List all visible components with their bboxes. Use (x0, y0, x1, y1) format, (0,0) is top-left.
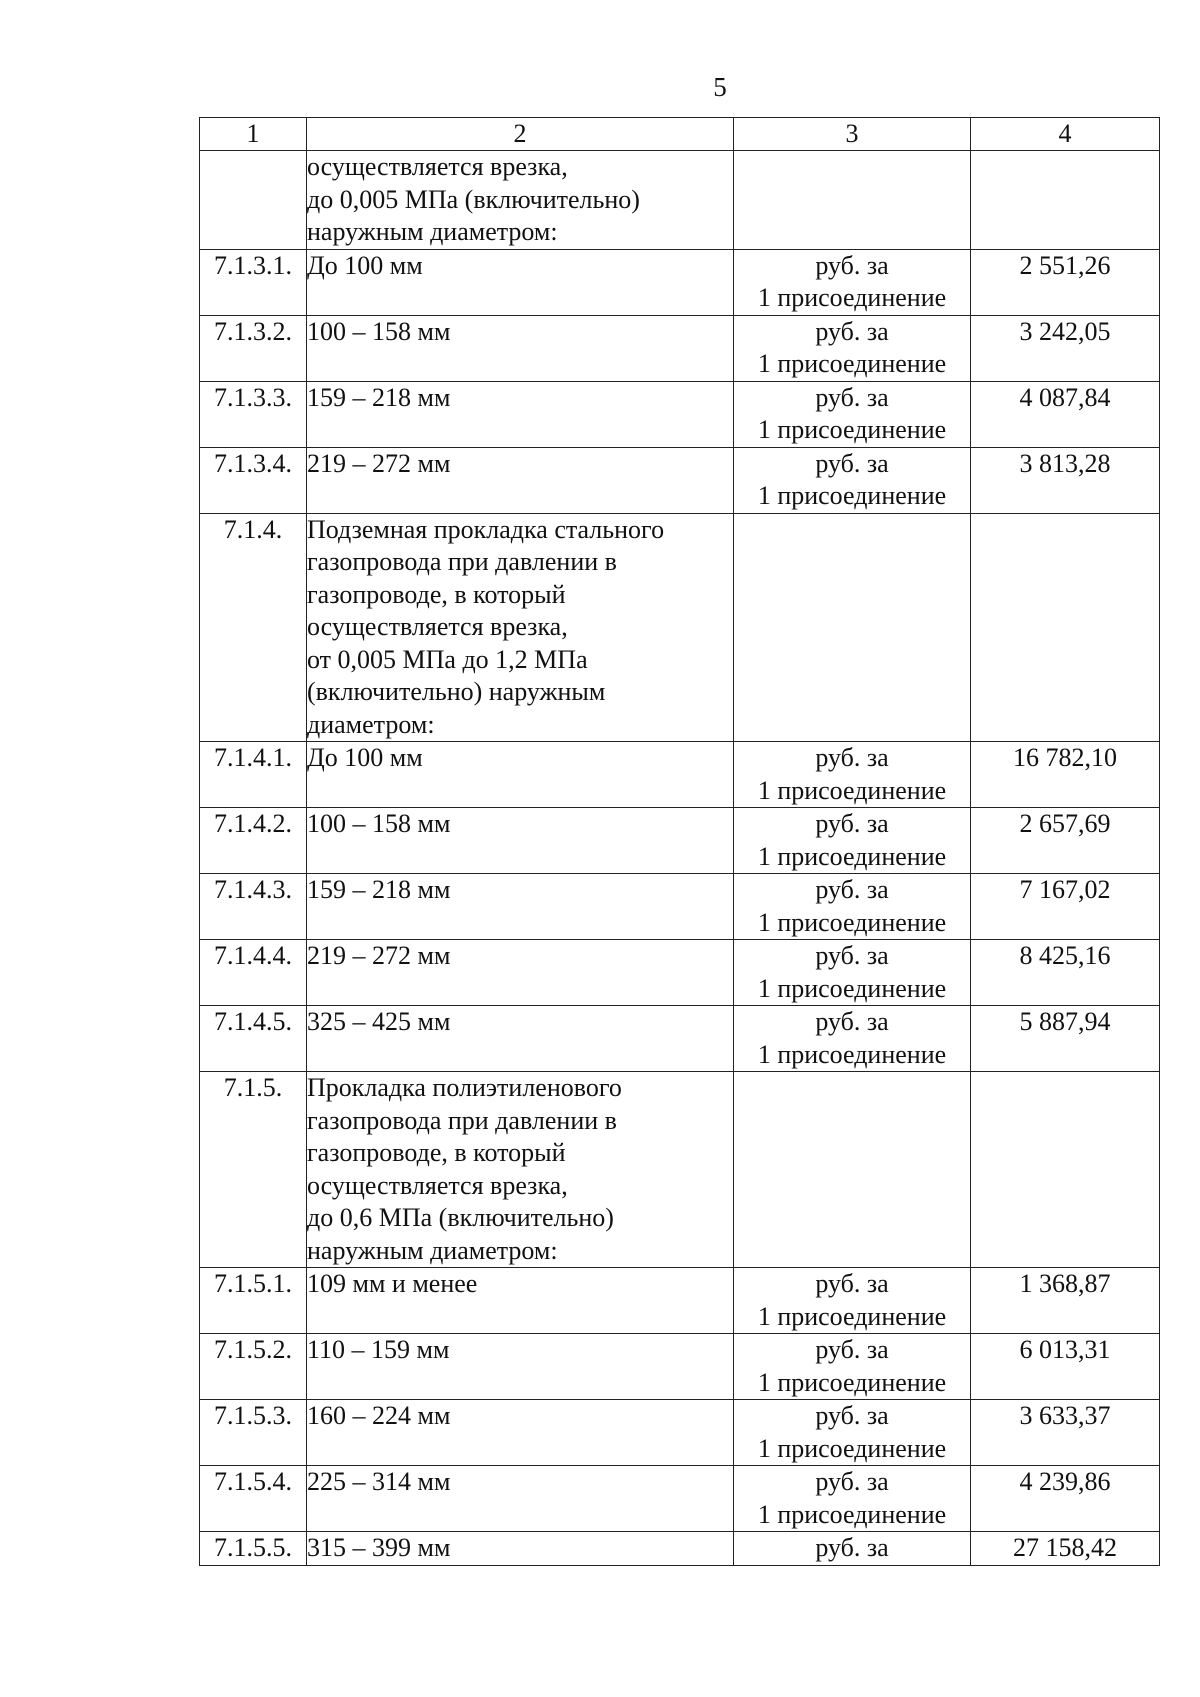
row-description: 219 – 272 мм (307, 447, 734, 513)
row-description: 110 – 159 мм (307, 1334, 734, 1400)
table-row (200, 1466, 1160, 1532)
unit-line-2: 1 присоединение (757, 973, 947, 1003)
row-number-cell (200, 151, 307, 250)
row-number: 7.1.4.3. (200, 874, 307, 940)
row-description: Прокладка полиэтиленового газопровода при давлении в газопроводе, в который осуществляется врезка, до 0,6 МПа (включительно) наружным диаметром: (307, 1072, 734, 1268)
row-number: 7.1.5.5. (200, 1532, 307, 1566)
unit-line-2: 1 присоединение (757, 1367, 947, 1397)
row-price: 7 167,02 (971, 874, 1160, 940)
row-description: 225 – 314 мм (307, 1466, 734, 1532)
row-unit (734, 381, 971, 447)
unit-line-1: руб. за (815, 250, 889, 280)
row-unit (734, 1466, 971, 1532)
row-number: 7.1.3.3. (200, 381, 307, 447)
unit-line-1: руб. за (815, 1533, 889, 1562)
table-row (200, 808, 1160, 874)
row-price: 4 239,86 (971, 1466, 1160, 1532)
unit-line-1: руб. за (815, 448, 889, 478)
unit-line-1: руб. за (815, 941, 889, 970)
row-unit (734, 249, 971, 315)
row-description: 325 – 425 мм (307, 1006, 734, 1072)
row-price (971, 513, 1160, 742)
row-price: 1 368,87 (971, 1268, 1160, 1334)
unit-line-2: 1 присоединение (757, 907, 947, 937)
table-row (200, 1400, 1160, 1466)
row-unit (734, 1400, 971, 1466)
table-row (200, 447, 1160, 513)
column-header-3: 3 (734, 118, 971, 151)
row-number: 7.1.4.1. (200, 742, 307, 808)
row-price: 2 657,69 (971, 808, 1160, 874)
table-row (200, 742, 1160, 808)
table-row (200, 1006, 1160, 1072)
row-unit (734, 1072, 971, 1268)
unit-line-1: руб. за (815, 809, 889, 838)
row-number: 7.1.4. (200, 513, 307, 742)
unit-line-2: 1 присоединение (757, 1499, 947, 1529)
table-row (200, 381, 1160, 447)
unit-line-2: 1 присоединение (757, 1039, 947, 1069)
unit-line-2: 1 присоединение (757, 481, 947, 510)
row-unit (734, 742, 971, 808)
row-price: 27 158,42 (971, 1532, 1160, 1566)
row-unit (734, 940, 971, 1006)
row-description: Подземная прокладка стального газопровода при давлении в газопроводе, в который осуществляется врезка, от 0,005 МПа до 1,2 МПа (включительно) наружным диаметром: (307, 513, 734, 742)
unit-line-1: руб. за (815, 1335, 889, 1364)
table-row (200, 874, 1160, 940)
column-header-1: 1 (200, 118, 307, 151)
row-price: 4 087,84 (971, 381, 1160, 447)
row-unit (734, 513, 971, 742)
row-description: 100 – 158 мм (307, 315, 734, 381)
row-price: 6 013,31 (971, 1334, 1160, 1400)
unit-line-2: 1 присоединение (757, 415, 947, 444)
row-unit (734, 1006, 971, 1072)
row-number: 7.1.4.5. (200, 1006, 307, 1072)
row-description: 160 – 224 мм (307, 1400, 734, 1466)
row-description: 159 – 218 мм (307, 381, 734, 447)
row-price: 3 633,37 (971, 1400, 1160, 1466)
row-price (971, 1072, 1160, 1268)
column-header-4: 4 (971, 118, 1160, 151)
unit-line-1: руб. за (815, 1467, 889, 1496)
continuation-row (200, 151, 1160, 250)
row-price: 3 813,28 (971, 447, 1160, 513)
unit-line-2: 1 присоединение (757, 283, 947, 312)
unit-line-1: руб. за (815, 316, 889, 346)
row-number: 7.1.5. (200, 1072, 307, 1268)
unit-line-1: руб. за (815, 1007, 889, 1036)
table-body (200, 151, 1160, 1566)
row-description: До 100 мм (307, 742, 734, 808)
row-number: 7.1.3.4. (200, 447, 307, 513)
row-number: 7.1.4.4. (200, 940, 307, 1006)
row-unit (734, 315, 971, 381)
row-description: До 100 мм (307, 249, 734, 315)
table-row (200, 1268, 1160, 1334)
row-unit (734, 1532, 971, 1566)
unit-line-1: руб. за (815, 1269, 889, 1298)
unit-line-2: 1 присоединение (757, 775, 947, 805)
row-description: 315 – 399 мм (307, 1532, 734, 1566)
table-row (200, 1334, 1160, 1400)
row-description: 219 – 272 мм (307, 940, 734, 1006)
row-description: 159 – 218 мм (307, 874, 734, 940)
row-unit (734, 1268, 971, 1334)
unit-line-2: 1 присоединение (757, 1301, 947, 1331)
row-number: 7.1.5.3. (200, 1400, 307, 1466)
row-description: 100 – 158 мм (307, 808, 734, 874)
section-row (200, 513, 1160, 742)
row-price: 8 425,16 (971, 940, 1160, 1006)
row-price-cell (971, 151, 1160, 250)
unit-line-1: руб. за (815, 875, 889, 904)
row-unit (734, 874, 971, 940)
row-unit-cell (734, 151, 971, 250)
row-price: 2 551,26 (971, 249, 1160, 315)
row-number: 7.1.4.2. (200, 808, 307, 874)
row-unit (734, 447, 971, 513)
row-price: 3 242,05 (971, 315, 1160, 381)
row-price: 5 887,94 (971, 1006, 1160, 1072)
table-row (200, 1532, 1160, 1566)
table-row (200, 315, 1160, 381)
row-unit (734, 808, 971, 874)
unit-line-2: 1 присоединение (757, 1433, 947, 1463)
section-row (200, 1072, 1160, 1268)
unit-line-2: 1 присоединение (757, 841, 947, 871)
row-number: 7.1.5.1. (200, 1268, 307, 1334)
row-description: 109 мм и менее (307, 1268, 734, 1334)
unit-line-2: 1 присоединение (757, 349, 947, 378)
row-number: 7.1.5.4. (200, 1466, 307, 1532)
unit-line-1: руб. за (815, 743, 889, 772)
row-price: 16 782,10 (971, 742, 1160, 808)
unit-line-1: руб. за (815, 382, 889, 412)
page-number: 5 (713, 72, 727, 102)
column-header-2: 2 (307, 118, 734, 151)
row-description: осуществляется врезка, до 0,005 МПа (включительно) наружным диаметром: (307, 151, 734, 250)
row-number: 7.1.5.2. (200, 1334, 307, 1400)
row-number: 7.1.3.2. (200, 315, 307, 381)
row-unit (734, 1334, 971, 1400)
table-row (200, 249, 1160, 315)
table-header-row (200, 118, 1160, 151)
table-row (200, 940, 1160, 1006)
tariff-table (199, 117, 1160, 1566)
unit-line-1: руб. за (815, 1401, 889, 1430)
row-number: 7.1.3.1. (200, 249, 307, 315)
